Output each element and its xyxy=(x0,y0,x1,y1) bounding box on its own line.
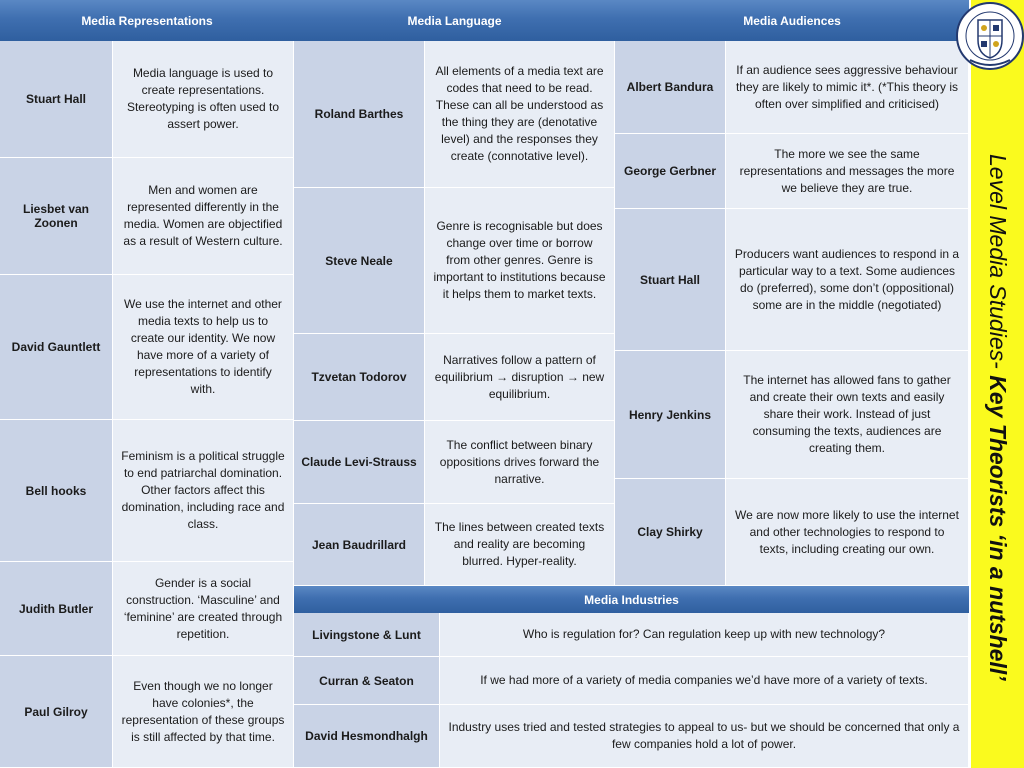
theorist-name: Stuart Hall xyxy=(615,209,726,351)
theory-summary: Feminism is a political struggle to end patriarchal domination. Other factors affect this domination, including race and class. xyxy=(113,420,294,562)
theory-summary: Gender is a social construction. ‘Masculine’ and ‘feminine’ are created through repetition. xyxy=(113,562,294,656)
table-row xyxy=(294,705,969,768)
representations-header: Media Representations xyxy=(0,0,294,41)
theory-summary: Genre is recognisable but does change over time or borrow from other genres. Genre is important to institutions because it helps them to market texts. xyxy=(425,188,615,334)
table-row xyxy=(294,188,615,334)
table-row xyxy=(0,420,294,562)
theory-summary: Narratives follow a pattern of equilibrium → disruption → new equilibrium. xyxy=(425,334,615,421)
theorist-name: David Gauntlett xyxy=(0,275,113,420)
table-row xyxy=(615,41,969,134)
theory-summary: Industry uses tried and tested strategies to appeal to us- but we should be concerned that only a few companies hold a lot of power. xyxy=(440,705,969,768)
language-header: Media Language xyxy=(294,0,615,41)
theorist-name: Liesbet van Zoonen xyxy=(0,158,113,275)
industries-panel xyxy=(294,586,969,768)
theorist-name: Stuart Hall xyxy=(0,41,113,158)
table-row xyxy=(615,209,969,351)
table-row xyxy=(294,421,615,504)
sidebar-title xyxy=(971,72,1024,762)
theorist-name: Curran & Seaton xyxy=(294,657,440,705)
language-panel xyxy=(294,0,615,586)
theorist-name: Jean Baudrillard xyxy=(294,504,425,586)
theorist-name: Roland Barthes xyxy=(294,41,425,188)
table-row xyxy=(0,158,294,275)
table-row xyxy=(294,504,615,586)
theory-summary: Media language is used to create representations. Stereotyping is often used to assert power. xyxy=(113,41,294,158)
theory-summary: The lines between created texts and reality are becoming blurred. Hyper-reality. xyxy=(425,504,615,586)
title-sidebar xyxy=(971,0,1024,768)
audiences-panel xyxy=(615,0,969,586)
table-row xyxy=(294,657,969,705)
table-row xyxy=(0,275,294,420)
theorist-name: Tzvetan Todorov xyxy=(294,334,425,421)
audiences-header: Media Audiences xyxy=(615,0,969,41)
sidebar-title-emphasis: Key Theorists ‘in a nutshell’ xyxy=(985,374,1011,681)
theorist-name: David Hesmondhalgh xyxy=(294,705,440,768)
table-row xyxy=(615,479,969,586)
theory-summary: All elements of a media text are codes that need to be read. These can all be understood as the thing they are (denotative level) and the responses they create (connotative level). xyxy=(425,41,615,188)
table-row xyxy=(615,134,969,209)
table-row xyxy=(294,613,969,657)
table-row xyxy=(0,562,294,656)
theory-summary: Men and women are represented differently in the media. Women are objectified as a result of Western culture. xyxy=(113,158,294,275)
sidebar-title-prefix: Level Media Studies- xyxy=(985,153,1011,375)
theory-summary: Producers want audiences to respond in a particular way to a text. Some audiences do (preferred), some don’t (oppositional) some are in the middle (negotiated) xyxy=(726,209,969,351)
representations-panel xyxy=(0,0,294,768)
table-row xyxy=(0,41,294,158)
theory-summary: We are now more likely to use the internet and other technologies to respond to texts, including creating our own. xyxy=(726,479,969,586)
table-row xyxy=(294,41,615,188)
theorist-name: Claude Levi-Strauss xyxy=(294,421,425,504)
theory-summary: We use the internet and other media texts to help us to create our identity. We now have more of a variety of representations to identify with. xyxy=(113,275,294,420)
school-crest-icon xyxy=(956,0,1024,72)
theorist-name: Henry Jenkins xyxy=(615,351,726,479)
theorist-name: Livingstone & Lunt xyxy=(294,613,440,657)
theorist-name: Bell hooks xyxy=(0,420,113,562)
theorist-name: Steve Neale xyxy=(294,188,425,334)
table-row xyxy=(294,334,615,421)
theorist-name: Judith Butler xyxy=(0,562,113,656)
table-row xyxy=(615,351,969,479)
theory-summary: If we had more of a variety of media companies we’d have more of a variety of texts. xyxy=(440,657,969,705)
theorist-name: Paul Gilroy xyxy=(0,656,113,768)
theory-summary: If an audience sees aggressive behaviour they are likely to mimic it*. (*This theory is often over simplified and criticised) xyxy=(726,41,969,134)
theorist-name: George Gerbner xyxy=(615,134,726,209)
theory-summary: The internet has allowed fans to gather and create their own texts and easily share their work. Instead of just consuming the texts, audiences are creating them. xyxy=(726,351,969,479)
theory-summary: The more we see the same representations and messages the more we believe they are true. xyxy=(726,134,969,209)
theory-summary: The conflict between binary oppositions drives forward the narrative. xyxy=(425,421,615,504)
theory-summary: Even though we no longer have colonies*, the representation of these groups is still affected by that time. xyxy=(113,656,294,768)
theory-summary: Who is regulation for? Can regulation keep up with new technology? xyxy=(440,613,969,657)
industries-header: Media Industries xyxy=(294,586,969,613)
table-row xyxy=(0,656,294,768)
theorist-name: Clay Shirky xyxy=(615,479,726,586)
theorist-name: Albert Bandura xyxy=(615,41,726,134)
